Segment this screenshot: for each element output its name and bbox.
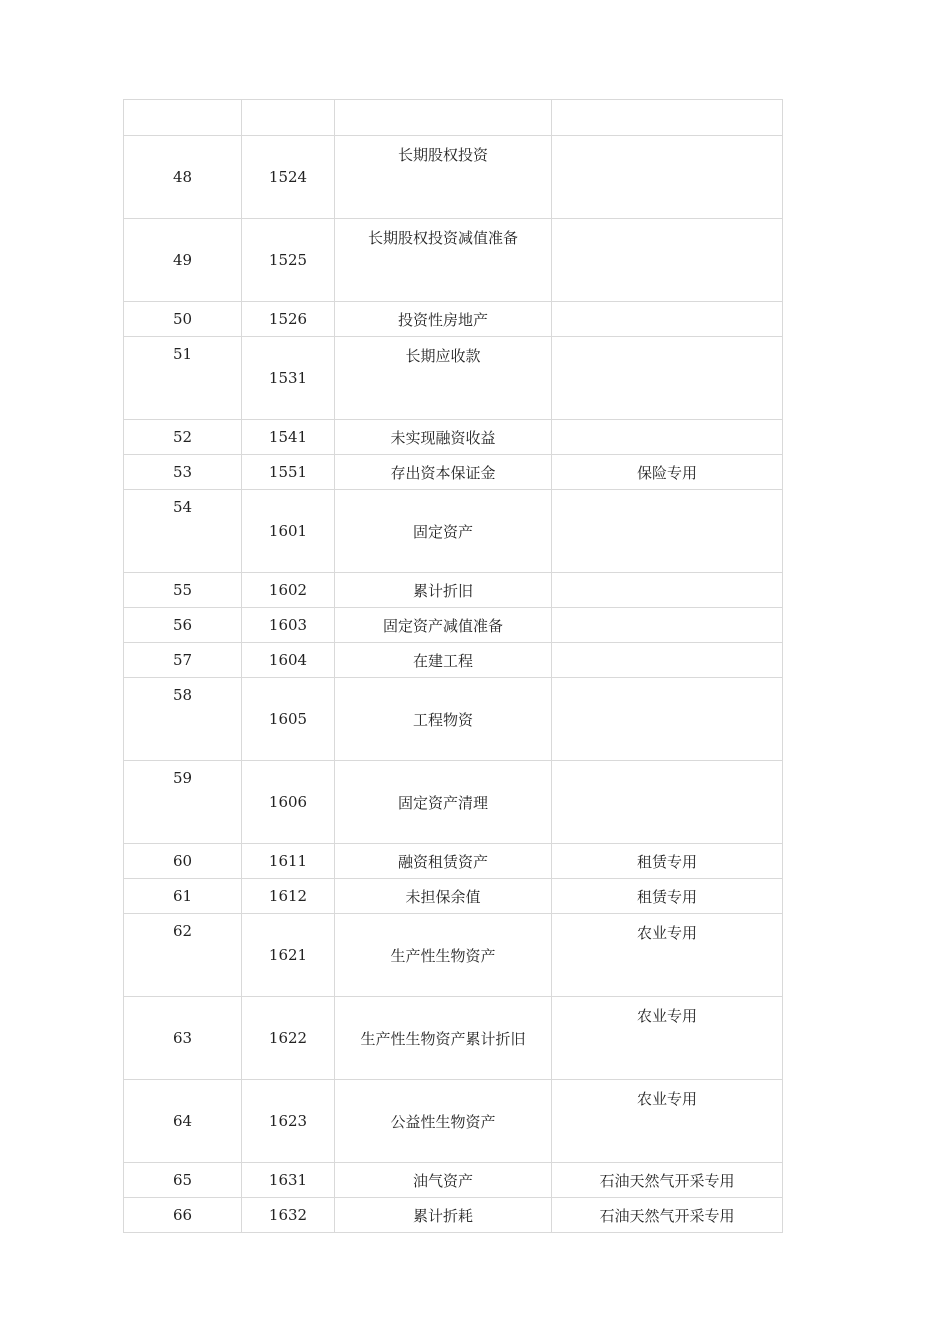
table-row <box>124 761 783 844</box>
remark-cell <box>552 643 783 678</box>
account-code-cell-text: 1601 <box>268 522 308 540</box>
accounts-table-body <box>124 100 783 1233</box>
account-code-cell <box>242 643 335 678</box>
account-name-cell <box>335 879 552 914</box>
row-number-cell <box>124 643 242 678</box>
remark-cell <box>552 302 783 337</box>
table-row <box>124 879 783 914</box>
row-number-cell <box>124 490 242 573</box>
account-name-cell-text: 长期应收款 <box>405 347 481 365</box>
account-code-cell-text: 1612 <box>268 887 308 905</box>
account-name-cell <box>335 490 552 573</box>
account-name-cell <box>335 761 552 844</box>
account-name-cell-text: 工程物资 <box>412 710 473 729</box>
remark-cell <box>552 608 783 643</box>
account-code-cell <box>242 1163 335 1198</box>
account-name-cell <box>335 337 552 420</box>
table-row <box>124 997 783 1080</box>
row-number-cell-text: 51 <box>172 345 193 363</box>
table-header-row <box>124 100 783 136</box>
account-name-cell-text: 投资性房地产 <box>397 310 488 329</box>
account-name-cell <box>335 136 552 219</box>
account-code-cell <box>242 136 335 219</box>
remark-cell <box>552 455 783 490</box>
account-name-cell-text: 累计折旧 <box>412 581 473 600</box>
row-number-cell <box>124 844 242 879</box>
account-code-cell-text: 1526 <box>268 310 308 328</box>
remark-cell-text: 租赁专用 <box>636 852 697 871</box>
remark-cell <box>552 997 783 1080</box>
header-cell-name <box>335 100 552 136</box>
table-row <box>124 573 783 608</box>
account-name-cell <box>335 1080 552 1163</box>
table-row <box>124 608 783 643</box>
row-number-cell-text: 57 <box>172 651 193 669</box>
table-row <box>124 844 783 879</box>
account-code-cell-text: 1603 <box>268 616 308 634</box>
table-row <box>124 1163 783 1198</box>
row-number-cell-text: 65 <box>172 1171 193 1189</box>
remark-cell <box>552 1080 783 1163</box>
account-name-cell-text: 未实现融资收益 <box>390 428 496 447</box>
account-code-cell <box>242 302 335 337</box>
row-number-cell-text: 56 <box>172 616 193 634</box>
remark-cell <box>552 420 783 455</box>
row-number-cell-text: 48 <box>172 168 193 186</box>
account-name-cell-text: 固定资产清理 <box>397 793 488 812</box>
account-name-cell <box>335 997 552 1080</box>
row-number-cell <box>124 761 242 844</box>
table-row <box>124 219 783 302</box>
account-name-cell <box>335 455 552 490</box>
account-code-cell <box>242 997 335 1080</box>
account-code-cell-text: 1606 <box>268 793 308 811</box>
remark-cell <box>552 844 783 879</box>
row-number-cell-text: 63 <box>172 1029 193 1047</box>
account-name-cell <box>335 302 552 337</box>
row-number-cell-text: 62 <box>172 922 193 940</box>
account-code-cell <box>242 678 335 761</box>
account-name-cell <box>335 914 552 997</box>
table-row <box>124 490 783 573</box>
account-name-cell <box>335 1198 552 1233</box>
row-number-cell-text: 49 <box>172 251 193 269</box>
row-number-cell-text: 66 <box>172 1206 193 1224</box>
row-number-cell <box>124 1080 242 1163</box>
account-code-cell-text: 1524 <box>268 168 308 186</box>
account-code-cell <box>242 219 335 302</box>
account-code-cell <box>242 761 335 844</box>
account-code-cell <box>242 1198 335 1233</box>
account-code-cell <box>242 879 335 914</box>
remark-cell <box>552 490 783 573</box>
account-code-cell-text: 1631 <box>268 1171 308 1189</box>
row-number-cell <box>124 302 242 337</box>
remark-cell-text: 石油天然气开采专用 <box>599 1171 735 1190</box>
table-row <box>124 302 783 337</box>
remark-cell <box>552 761 783 844</box>
row-number-cell <box>124 136 242 219</box>
account-name-cell <box>335 608 552 643</box>
account-name-cell-text: 油气资产 <box>412 1171 473 1190</box>
account-name-cell-text: 融资租赁资产 <box>397 852 488 871</box>
account-code-cell <box>242 608 335 643</box>
header-cell-note <box>552 100 783 136</box>
account-code-cell <box>242 337 335 420</box>
account-name-cell-text: 生产性生物资产累计折旧 <box>360 1029 526 1048</box>
row-number-cell <box>124 678 242 761</box>
remark-cell-text: 石油天然气开采专用 <box>599 1206 735 1225</box>
row-number-cell <box>124 573 242 608</box>
account-code-cell-text: 1621 <box>268 946 308 964</box>
account-code-cell-text: 1623 <box>268 1112 308 1130</box>
remark-cell-text: 农业专用 <box>636 1007 697 1025</box>
account-name-cell-text: 生产性生物资产 <box>390 946 496 965</box>
row-number-cell <box>124 219 242 302</box>
account-name-cell <box>335 678 552 761</box>
account-code-cell <box>242 490 335 573</box>
remark-cell <box>552 573 783 608</box>
account-name-cell-text: 存出资本保证金 <box>390 463 496 482</box>
remark-cell-text: 农业专用 <box>636 1090 697 1108</box>
account-code-cell-text: 1602 <box>268 581 308 599</box>
account-name-cell <box>335 573 552 608</box>
table-row <box>124 643 783 678</box>
row-number-cell-text: 52 <box>172 428 193 446</box>
row-number-cell-text: 60 <box>172 852 193 870</box>
account-name-cell-text: 公益性生物资产 <box>390 1112 496 1131</box>
row-number-cell <box>124 997 242 1080</box>
row-number-cell <box>124 455 242 490</box>
account-code-cell <box>242 844 335 879</box>
remark-cell <box>552 678 783 761</box>
account-name-cell-text: 未担保余值 <box>405 887 481 906</box>
account-name-cell-text: 长期股权投资减值准备 <box>367 229 518 247</box>
account-name-cell <box>335 219 552 302</box>
account-name-cell <box>335 420 552 455</box>
account-name-cell <box>335 643 552 678</box>
remark-cell <box>552 136 783 219</box>
account-code-cell-text: 1541 <box>268 428 308 446</box>
accounts-table <box>123 99 783 1233</box>
row-number-cell-text: 64 <box>172 1112 193 1130</box>
row-number-cell-text: 58 <box>172 686 193 704</box>
account-code-cell <box>242 914 335 997</box>
row-number-cell <box>124 420 242 455</box>
header-cell-no <box>124 100 242 136</box>
account-code-cell <box>242 420 335 455</box>
row-number-cell-text: 53 <box>172 463 193 481</box>
account-name-cell-text: 固定资产减值准备 <box>382 616 503 635</box>
table-row <box>124 337 783 420</box>
account-code-cell <box>242 1080 335 1163</box>
remark-cell <box>552 219 783 302</box>
account-name-cell-text: 固定资产 <box>412 522 473 541</box>
remark-cell-text: 保险专用 <box>636 463 697 482</box>
table-row <box>124 678 783 761</box>
table-row <box>124 455 783 490</box>
account-code-cell-text: 1622 <box>268 1029 308 1047</box>
row-number-cell <box>124 1198 242 1233</box>
row-number-cell-text: 59 <box>172 769 193 787</box>
table-row <box>124 914 783 997</box>
account-code-cell-text: 1632 <box>268 1206 308 1224</box>
remark-cell <box>552 337 783 420</box>
row-number-cell <box>124 608 242 643</box>
remark-cell <box>552 879 783 914</box>
account-code-cell-text: 1551 <box>268 463 308 481</box>
account-name-cell <box>335 1163 552 1198</box>
row-number-cell-text: 50 <box>172 310 193 328</box>
row-number-cell <box>124 914 242 997</box>
account-code-cell <box>242 455 335 490</box>
account-code-cell-text: 1525 <box>268 251 308 269</box>
row-number-cell <box>124 337 242 420</box>
row-number-cell-text: 61 <box>172 887 193 905</box>
remark-cell-text: 农业专用 <box>636 924 697 942</box>
header-cell-code <box>242 100 335 136</box>
account-code-cell-text: 1604 <box>268 651 308 669</box>
account-name-cell-text: 在建工程 <box>412 651 473 670</box>
table-row <box>124 136 783 219</box>
row-number-cell-text: 55 <box>172 581 193 599</box>
remark-cell <box>552 1163 783 1198</box>
table-row <box>124 420 783 455</box>
account-code-cell-text: 1531 <box>268 369 308 387</box>
account-code-cell <box>242 573 335 608</box>
account-name-cell-text: 长期股权投资 <box>397 146 488 164</box>
row-number-cell <box>124 1163 242 1198</box>
remark-cell <box>552 1198 783 1233</box>
account-code-cell-text: 1605 <box>268 710 308 728</box>
account-code-cell-text: 1611 <box>268 852 308 870</box>
row-number-cell <box>124 879 242 914</box>
account-name-cell-text: 累计折耗 <box>412 1206 473 1225</box>
remark-cell-text: 租赁专用 <box>636 887 697 906</box>
table-row <box>124 1080 783 1163</box>
row-number-cell-text: 54 <box>172 498 193 516</box>
table-row <box>124 1198 783 1233</box>
remark-cell <box>552 914 783 997</box>
account-name-cell <box>335 844 552 879</box>
